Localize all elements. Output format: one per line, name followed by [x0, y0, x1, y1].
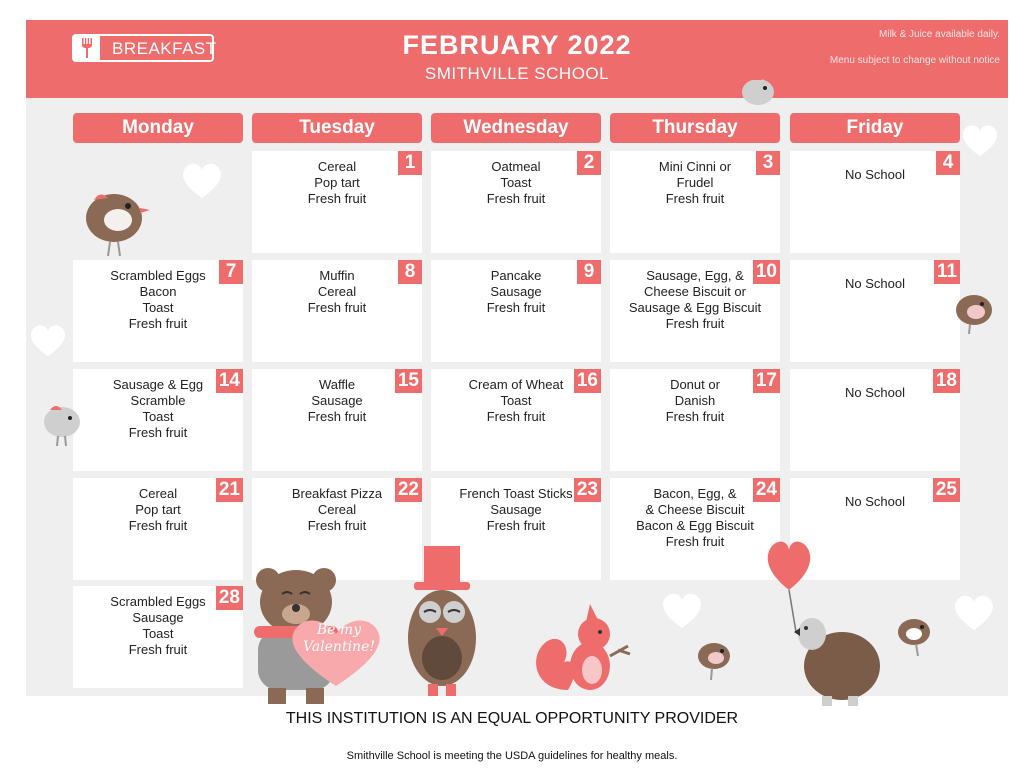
menu-item: No School — [845, 494, 905, 509]
menu-item: Sausage — [132, 610, 184, 625]
bird-illustration — [952, 290, 996, 336]
day-header-thursday: Thursday — [610, 113, 780, 143]
date-number: 18 — [933, 369, 960, 393]
date-number: 8 — [398, 260, 422, 284]
day-cell-11 — [790, 260, 960, 362]
date-number: 14 — [216, 369, 243, 393]
fork-icon — [74, 36, 100, 60]
menu-item: Scramble — [130, 393, 186, 408]
day-cell-7 — [73, 260, 243, 362]
menu-items — [252, 268, 422, 316]
menu-item: Toast — [142, 300, 174, 315]
menu-item: Sausage — [490, 502, 542, 517]
menu-item: Sausage, Egg, & — [646, 268, 744, 283]
menu-item: Cream of Wheat — [468, 377, 564, 392]
day-cell-21 — [73, 478, 243, 580]
day-cell-25 — [790, 478, 960, 580]
day-header-wednesday: Wednesday — [431, 113, 601, 143]
menu-item: Fresh fruit — [307, 409, 367, 424]
menu-item: Oatmeal — [491, 159, 541, 174]
menu-item: Fresh fruit — [665, 409, 725, 424]
date-number: 16 — [574, 369, 601, 393]
page-title: FEBRUARY 2022 — [402, 30, 632, 60]
day-cell-10 — [610, 260, 780, 362]
day-cell-16 — [431, 369, 601, 471]
bird-illustration — [694, 638, 734, 682]
menu-item: No School — [845, 276, 905, 291]
day-cell-1 — [252, 151, 422, 253]
day-cell-9 — [431, 260, 601, 362]
heart-decoration-icon — [952, 592, 996, 632]
date-number: 2 — [577, 151, 601, 175]
date-number: 23 — [574, 478, 601, 502]
school-name: SMITHVILLE SCHOOL — [424, 64, 610, 83]
menu-items — [252, 159, 422, 207]
menu-items — [610, 159, 780, 207]
menu-item: Toast — [142, 626, 174, 641]
date-number: 1 — [398, 151, 422, 175]
heart-decoration-icon — [960, 122, 1000, 158]
menu-item: Fresh fruit — [307, 518, 367, 533]
menu-item: Toast — [500, 393, 532, 408]
menu-item: Sausage — [490, 284, 542, 299]
menu-item: Toast — [500, 175, 532, 190]
menu-item: Frudel — [676, 175, 714, 190]
menu-item: Pop tart — [314, 175, 360, 190]
day-cell-2 — [431, 151, 601, 253]
menu-items — [73, 268, 243, 332]
day-cell-4 — [790, 151, 960, 253]
menu-item: Donut or — [670, 377, 720, 392]
menu-items — [790, 167, 960, 183]
date-number: 9 — [577, 260, 601, 284]
owl-illustration — [402, 546, 482, 698]
menu-item: Mini Cinni or — [658, 159, 732, 174]
menu-items — [431, 268, 601, 316]
date-number: 10 — [753, 260, 780, 284]
menu-item: Cereal — [317, 284, 357, 299]
menu-item: & Cheese Biscuit — [645, 502, 745, 517]
date-number: 17 — [753, 369, 780, 393]
menu-item: Sausage — [311, 393, 363, 408]
menu-change-note: Menu subject to change without notice — [829, 55, 1000, 66]
menu-item: Fresh fruit — [128, 425, 188, 440]
date-number: 7 — [219, 260, 243, 284]
menu-item: Fresh fruit — [307, 300, 367, 315]
menu-item: Toast — [142, 409, 174, 424]
day-cell-28 — [73, 586, 243, 688]
date-number: 22 — [395, 478, 422, 502]
menu-item: Fresh fruit — [128, 316, 188, 331]
menu-item: Danish — [674, 393, 716, 408]
menu-item: Cereal — [317, 502, 357, 517]
menu-item: French Toast Sticks — [459, 486, 573, 501]
valentine-text: Be my Valentine! — [303, 622, 375, 655]
badge-label: BREAKFAST — [112, 39, 217, 58]
day-cell-17 — [610, 369, 780, 471]
breakfast-badge — [72, 34, 217, 62]
menu-item: Sausage & Egg Biscuit — [628, 300, 762, 315]
menu-item: Waffle — [318, 377, 356, 392]
menu-item: Fresh fruit — [128, 642, 188, 657]
menu-item: Fresh fruit — [665, 534, 725, 549]
bird-illustration — [40, 402, 84, 448]
usda-statement: Smithville School is meeting the USDA guidelines for healthy meals. — [346, 750, 678, 762]
milk-juice-note: Milk & Juice available daily. — [879, 29, 1000, 40]
day-cell-3 — [610, 151, 780, 253]
bird-illustration — [738, 72, 778, 110]
heart-decoration-icon — [28, 322, 68, 358]
menu-item: Pop tart — [135, 502, 181, 517]
date-number: 11 — [934, 260, 960, 284]
date-number: 21 — [216, 478, 243, 502]
bird-illustration — [894, 614, 934, 658]
menu-item: Fresh fruit — [486, 409, 546, 424]
hedgehog-illustration — [786, 602, 882, 706]
day-cell-24 — [610, 478, 780, 580]
date-number: 4 — [936, 151, 960, 175]
menu-item: No School — [845, 385, 905, 400]
day-header-monday: Monday — [73, 113, 243, 143]
menu-item: Fresh fruit — [486, 518, 546, 533]
menu-item: Scrambled Eggs — [110, 594, 206, 609]
menu-item: Scrambled Eggs — [110, 268, 206, 283]
menu-item: Fresh fruit — [665, 191, 725, 206]
date-number: 28 — [216, 586, 243, 610]
date-number: 15 — [395, 369, 422, 393]
bird-illustration — [80, 188, 152, 260]
heart-decoration-icon — [660, 590, 704, 630]
menu-item: Fresh fruit — [665, 316, 725, 331]
date-number: 24 — [753, 478, 780, 502]
menu-item: Cereal — [317, 159, 357, 174]
menu-item: Cereal — [138, 486, 178, 501]
menu-item: Breakfast Pizza — [291, 486, 383, 501]
menu-item: Fresh fruit — [128, 518, 188, 533]
menu-item: No School — [845, 167, 905, 182]
day-header-friday: Friday — [790, 113, 960, 143]
day-cell-14 — [73, 369, 243, 471]
menu-item: Fresh fruit — [486, 300, 546, 315]
menu-item: Bacon, Egg, & — [653, 486, 737, 501]
menu-item: Pancake — [490, 268, 542, 283]
menu-item: Fresh fruit — [486, 191, 546, 206]
menu-item: Sausage & Egg — [112, 377, 204, 392]
day-cell-8 — [252, 260, 422, 362]
menu-item: Cheese Biscuit or — [644, 284, 746, 299]
date-number: 25 — [933, 478, 960, 502]
day-cell-18 — [790, 369, 960, 471]
menu-item: Fresh fruit — [307, 191, 367, 206]
menu-item: Bacon — [139, 284, 177, 299]
equal-opportunity-statement: THIS INSTITUTION IS AN EQUAL OPPORTUNITY PROVIDER — [285, 710, 739, 727]
day-cell-15 — [252, 369, 422, 471]
heart-decoration-icon — [180, 160, 224, 200]
menu-item: Bacon & Egg Biscuit — [636, 518, 754, 533]
squirrel-illustration — [528, 604, 640, 696]
menu-item: Muffin — [319, 268, 355, 283]
date-number: 3 — [756, 151, 780, 175]
menu-items — [431, 159, 601, 207]
day-header-tuesday: Tuesday — [252, 113, 422, 143]
